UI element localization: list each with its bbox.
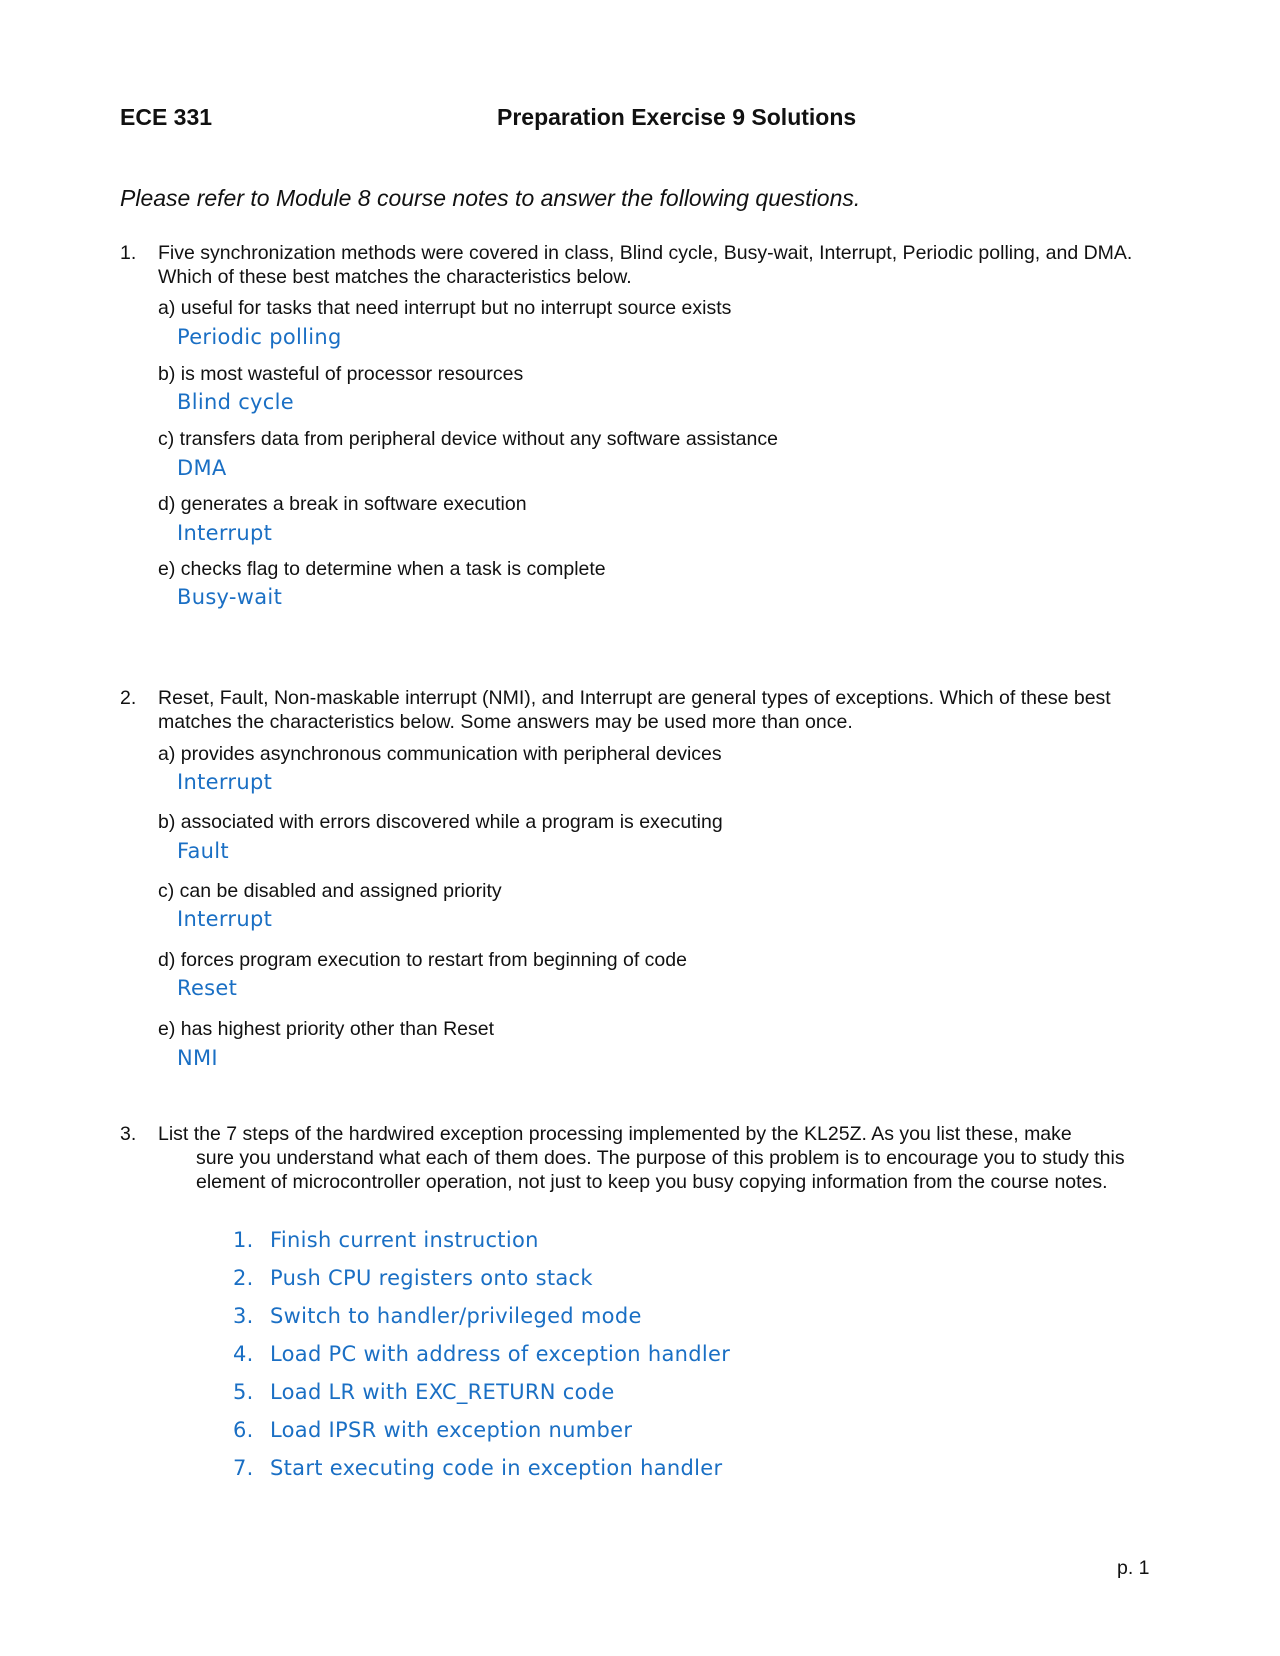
q1-part-d-answer: Interrupt — [177, 521, 273, 545]
q2-part-e-answer: NMI — [177, 1046, 218, 1070]
q3-step — [233, 1380, 615, 1404]
step-text: Finish current instruction — [270, 1228, 539, 1252]
q1-part-e-prompt: e) checks flag to determine when a task is complete — [158, 558, 606, 580]
q2-part-b-prompt: b) associated with errors discovered while a program is executing — [158, 811, 723, 833]
question-number: 2. — [120, 687, 137, 709]
q2-part-d-answer: Reset — [177, 976, 238, 1000]
document-title: Preparation Exercise 9 Solutions — [497, 104, 857, 130]
step-number: 2. — [233, 1266, 254, 1290]
question-number: 3. — [120, 1123, 137, 1145]
q1-part-a-prompt: a) useful for tasks that need interrupt but no interrupt source exists — [158, 297, 732, 319]
q1-part-c-prompt: c) transfers data from peripheral device without any software assistance — [158, 428, 778, 450]
question-1 — [120, 241, 1160, 289]
question-text-rest: sure you understand what each of them does. The purpose of this problem is to encourage you to study this element of microcontroller operation, not just to keep you busy copying information from the course notes. — [196, 1147, 1125, 1193]
q2-part-e-prompt: e) has highest priority other than Reset — [158, 1018, 495, 1040]
step-number: 1. — [233, 1228, 254, 1252]
question-text: Five synchronization methods were covered in class, Blind cycle, Busy-wait, Interrupt, Periodic polling, and DMA. Which of these best matches the characteristics below. — [158, 242, 1133, 288]
q3-step — [233, 1304, 642, 1328]
question-number: 1. — [120, 242, 137, 264]
q2-part-c-prompt: c) can be disabled and assigned priority — [158, 880, 502, 902]
q3-step — [233, 1456, 722, 1480]
step-number: 6. — [233, 1418, 254, 1442]
intro-instruction: Please refer to Module 8 course notes to answer the following questions. — [120, 185, 861, 211]
q1-part-b-prompt: b) is most wasteful of processor resources — [158, 363, 524, 385]
step-number: 3. — [233, 1304, 254, 1328]
step-text: Push CPU registers onto stack — [270, 1266, 593, 1290]
page-number: p. 1 — [1117, 1557, 1150, 1579]
q3-step — [233, 1342, 730, 1366]
step-text: Start executing code in exception handler — [270, 1456, 723, 1480]
step-number: 7. — [233, 1456, 254, 1480]
step-number: 5. — [233, 1380, 254, 1404]
step-text: Load IPSR with exception number — [270, 1418, 633, 1442]
question-text: Reset, Fault, Non-maskable interrupt (NMI), and Interrupt are general types of exceptions. Which of these best matches the characteristics below. Some answers may be used more than once. — [158, 687, 1111, 733]
step-number: 4. — [233, 1342, 254, 1366]
step-text: Load LR with EXC_RETURN code — [270, 1380, 615, 1404]
q1-part-e-answer: Busy-wait — [177, 585, 283, 609]
question-text-line1: List the 7 steps of the hardwired exception processing implemented by the KL25Z. As you list these, make — [158, 1123, 1072, 1145]
step-text: Load PC with address of exception handler — [270, 1342, 731, 1366]
q1-part-b-answer: Blind cycle — [177, 390, 294, 414]
question-3 — [120, 1122, 1160, 1194]
q2-part-a-answer: Interrupt — [177, 770, 273, 794]
step-text: Switch to handler/privileged mode — [270, 1304, 642, 1328]
course-code: ECE 331 — [120, 104, 213, 130]
q2-part-b-answer: Fault — [177, 839, 229, 863]
q1-part-d-prompt: d) generates a break in software execution — [158, 493, 527, 515]
question-2 — [120, 686, 1160, 734]
q3-step — [233, 1266, 593, 1290]
q1-part-c-answer: DMA — [177, 456, 227, 480]
q2-part-c-answer: Interrupt — [177, 907, 273, 931]
q3-step — [233, 1418, 632, 1442]
q3-step — [233, 1228, 539, 1252]
q2-part-d-prompt: d) forces program execution to restart from beginning of code — [158, 949, 687, 971]
q1-part-a-answer: Periodic polling — [177, 325, 342, 349]
q2-part-a-prompt: a) provides asynchronous communication with peripheral devices — [158, 743, 722, 765]
